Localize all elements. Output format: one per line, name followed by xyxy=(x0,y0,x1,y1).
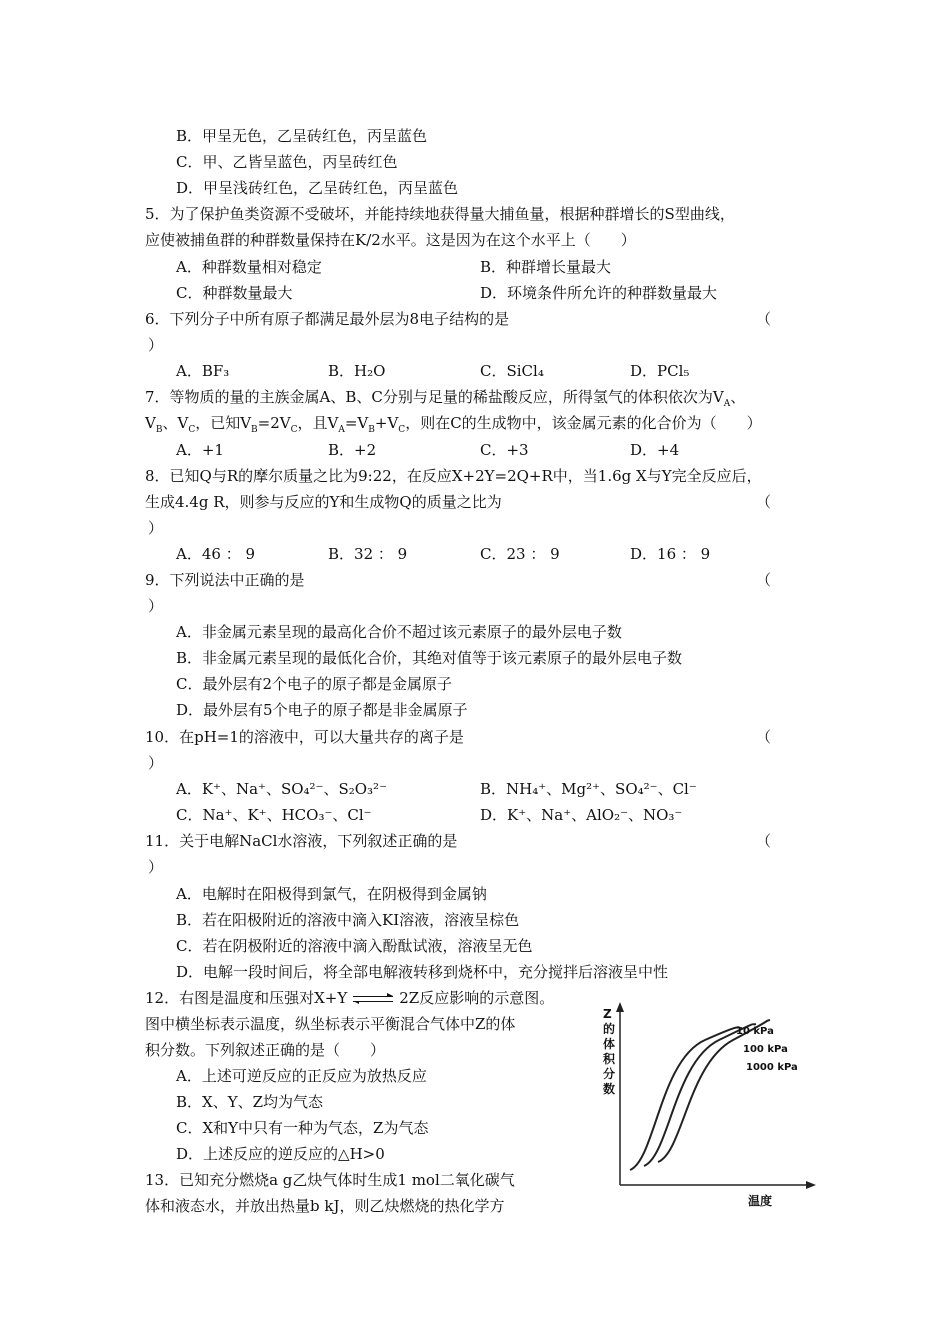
q9-option-d: D．最外层有5个电子的原子都是非金属原子 xyxy=(176,701,468,719)
q12-option-a: A．上述可逆反应的正反应为放热反应 xyxy=(176,1067,427,1085)
q12-option-b: B．X、Y、Z均为气态 xyxy=(176,1093,324,1111)
q6-option-c: C．SiCl₄ xyxy=(480,362,544,380)
q11-option-b: B．若在阳极附近的溶液中滴入KI溶液，溶液呈棕色 xyxy=(176,911,520,929)
q6-option-a: A．BF₃ xyxy=(176,362,230,380)
q11-paren-open: （ xyxy=(756,832,772,850)
q5-option-c: C．种群数量最大 xyxy=(176,284,293,302)
q10-paren-close: ） xyxy=(148,754,164,772)
series-line-1000kpa xyxy=(658,1020,770,1162)
q8-paren-open: （ xyxy=(756,493,772,511)
q8-stem-line1: 8．已知Q与R的摩尔质量之比为9:22，在反应X+2Y=2Q+R中，当1.6g X与Y完全反应后， xyxy=(145,467,762,485)
series-label-1000kpa: 1000 kPa xyxy=(746,1062,798,1073)
q8-option-c: C．23 ： 9 xyxy=(480,545,560,563)
q5-option-a: A．种群数量相对稳定 xyxy=(176,258,322,276)
equilibrium-arrow-icon xyxy=(353,994,393,1004)
q8-stem-line2: 生成4.4g R，则参与反应的Y和生成物Q的质量之比为 xyxy=(145,493,502,511)
q4-option-c: C．甲、乙皆呈蓝色，丙呈砖红色 xyxy=(176,153,398,171)
q5-stem-line2: 应使被捕鱼群的种群数量保持在K/2水平。这是因为在这个水平上（ ） xyxy=(145,231,636,249)
q7-option-b: B．+2 xyxy=(328,441,377,459)
q11-paren-close: ） xyxy=(148,858,164,876)
q9-paren-close: ） xyxy=(148,597,164,615)
q8-option-b: B．32 ： 9 xyxy=(328,545,408,563)
q9-option-c: C．最外层有2个电子的原子都是金属原子 xyxy=(176,675,453,693)
q9-stem: 9．下列说法中正确的是 xyxy=(145,571,305,589)
q9-paren-open: （ xyxy=(756,571,772,589)
q6-paren-close: ） xyxy=(148,336,164,354)
q8-option-a: A．46 ： 9 xyxy=(176,545,255,563)
temperature-pressure-chart xyxy=(598,1000,818,1210)
q6-paren-open: （ xyxy=(756,310,772,328)
q10-option-a: A．K⁺、Na⁺、SO₄²⁻、S₂O₃²⁻ xyxy=(176,780,387,798)
q11-option-d: D．电解一段时间后，将全部电解液转移到烧杯中，充分搅拌后溶液呈中性 xyxy=(176,963,669,981)
q7-option-a: A．+1 xyxy=(176,441,224,459)
series-label-100kpa: 100 kPa xyxy=(743,1044,788,1055)
q13-stem-line2: 体和液态水，并放出热量b kJ，则乙炔燃烧的热化学方 xyxy=(145,1197,505,1215)
series-label-10kpa: 10 kPa xyxy=(736,1026,774,1037)
series-line-100kpa xyxy=(644,1024,756,1166)
y-axis-label: Z 的体积分数 xyxy=(603,1007,616,1096)
q10-option-c: C．Na⁺、K⁺、HCO₃⁻、Cl⁻ xyxy=(176,806,372,824)
q12-stem-line1-a: 12．右图是温度和压强对X+Y xyxy=(145,989,348,1007)
q7-option-c: C．+3 xyxy=(480,441,529,459)
x-axis-label: 温度 xyxy=(748,1194,773,1208)
x-axis-arrow-icon xyxy=(806,1181,816,1189)
q12-option-c: C．X和Y中只有一种为气态，Z为气态 xyxy=(176,1119,429,1137)
q7-option-d: D．+4 xyxy=(630,441,680,459)
q12-stem-line1 xyxy=(145,988,554,1008)
q11-option-a: A．电解时在阳极得到氯气，在阴极得到金属钠 xyxy=(176,885,487,903)
q12-option-d: D．上述反应的逆反应的△H>0 xyxy=(176,1145,385,1163)
y-axis-arrow-icon xyxy=(616,1002,624,1012)
q12-stem-line1-b: 2Z反应影响的示意图。 xyxy=(399,989,555,1007)
q10-option-b: B．NH₄⁺、Mg²⁺、SO₄²⁻、Cl⁻ xyxy=(480,780,697,798)
q13-stem-line1: 13．已知充分燃烧a g乙炔气体时生成1 mol二氧化碳气 xyxy=(145,1171,515,1189)
q6-stem: 6．下列分子中所有原子都满足最外层为8电子结构的是 xyxy=(145,310,510,328)
q10-stem: 10．在pH=1的溶液中，可以大量共存的离子是 xyxy=(145,728,464,746)
q8-paren-close: ） xyxy=(148,519,164,537)
q9-option-a: A．非金属元素呈现的最高化合价不超过该元素原子的最外层电子数 xyxy=(176,623,622,641)
q7-stem-line2: $V_B$、$V_C$，已知$V_B=2V_C$，且$V_A=V_B+V_C$，则在C的生成物中，该金属元素的化合价为（ ） xyxy=(145,414,762,435)
q10-paren-open: （ xyxy=(756,728,772,746)
q6-option-b: B．H₂O xyxy=(328,362,386,380)
q12-stem-line3: 积分数。下列叙述正确的是（ ） xyxy=(145,1041,386,1059)
q5-option-d: D．环境条件所允许的种群数量最大 xyxy=(480,284,718,302)
q4-option-d: D．甲呈浅砖红色，乙呈砖红色，丙呈蓝色 xyxy=(176,179,459,197)
q12-stem-line2: 图中横坐标表示温度，纵坐标表示平衡混合气体中Z的体 xyxy=(145,1015,516,1033)
q10-option-d: D．K⁺、Na⁺、AlO₂⁻、NO₃⁻ xyxy=(480,806,683,824)
q5-option-b: B．种群增长量最大 xyxy=(480,258,612,276)
q4-option-b: B．甲呈无色，乙呈砖红色，丙呈蓝色 xyxy=(176,127,428,145)
q9-option-b: B．非金属元素呈现的最低化合价，其绝对值等于该元素原子的最外层电子数 xyxy=(176,649,683,667)
q11-stem: 11．关于电解NaCl水溶液，下列叙述正确的是 xyxy=(145,832,458,850)
q11-option-c: C．若在阴极附近的溶液中滴入酚酞试液，溶液呈无色 xyxy=(176,937,533,955)
q8-option-d: D．16 ： 9 xyxy=(630,545,711,563)
q5-stem-line1: 5．为了保护鱼类资源不受破坏，并能持续地获得量大捕鱼量，根据种群增长的S型曲线， xyxy=(145,205,735,223)
q6-option-d: D．PCl₅ xyxy=(630,362,690,380)
q7-stem-line1: 7．等物质的量的主族金属A、B、C分别与足量的稀盐酸反应，所得氢气的体积依次为$V_A$、 xyxy=(145,388,746,409)
series-line-10kpa xyxy=(630,1027,742,1170)
